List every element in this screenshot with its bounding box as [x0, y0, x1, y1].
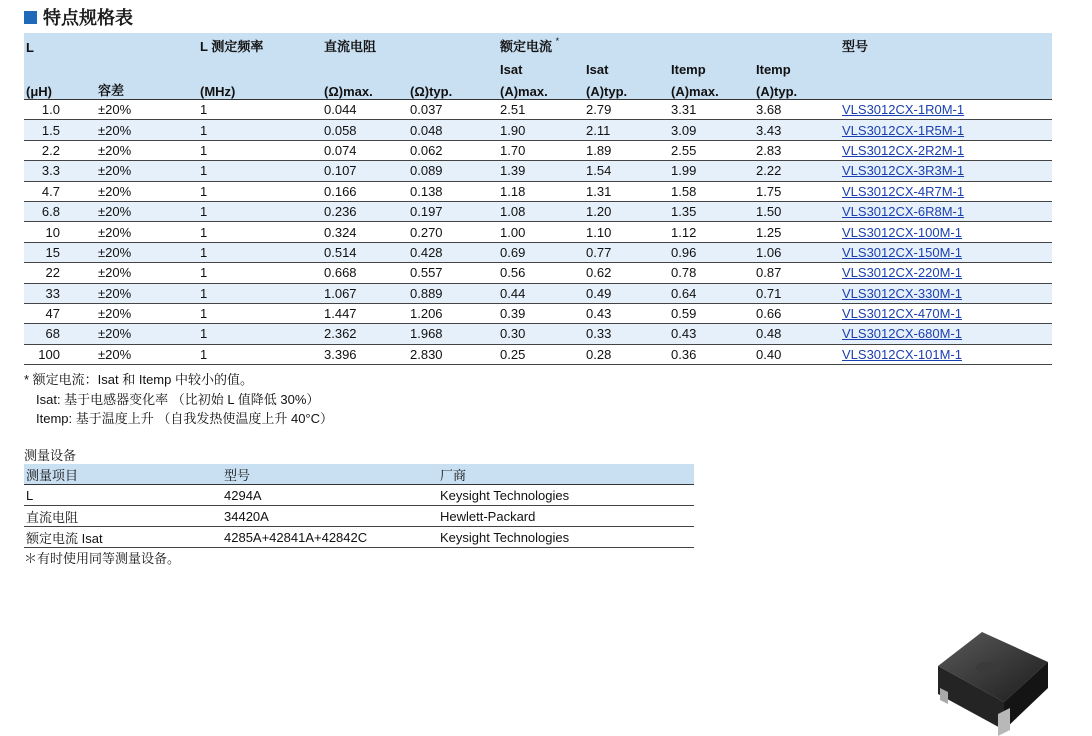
header-isat-max: (A)max.: [498, 77, 584, 100]
cell-frequency: 1: [198, 344, 322, 364]
header-unit-mhz: (MHz): [198, 77, 322, 100]
cell-tolerance: ±20%: [96, 201, 198, 221]
cell-isat-typ: 1.10: [584, 222, 669, 242]
equip-cell-item: 额定电流 Isat: [24, 527, 222, 548]
cell-itemp-typ: 1.25: [754, 222, 840, 242]
cell-dcr-typ: 1.206: [408, 303, 498, 323]
model-link[interactable]: VLS3012CX-470M-1: [842, 306, 962, 322]
cell-isat-typ: 1.89: [584, 140, 669, 160]
cell-itemp-max: 3.09: [669, 120, 754, 140]
spec-notes: [24, 370, 333, 429]
cell-itemp-max: 0.43: [669, 324, 754, 344]
cell-isat-typ: 1.54: [584, 161, 669, 181]
header-itemp-2: Itemp: [754, 55, 840, 77]
cell-isat-max: 0.44: [498, 283, 584, 303]
table-row: [24, 283, 1052, 303]
cell-frequency: 1: [198, 161, 322, 181]
cell-frequency: 1: [198, 201, 322, 221]
cell-isat-typ: 0.28: [584, 344, 669, 364]
header-dcr: 直流电阻: [322, 33, 408, 55]
cell-frequency: 1: [198, 324, 322, 344]
cell-tolerance: ±20%: [96, 324, 198, 344]
cell-dcr-max: 2.362: [322, 324, 408, 344]
cell-isat-typ: 0.49: [584, 283, 669, 303]
cell-dcr-typ: 0.062: [408, 140, 498, 160]
cell-inductance: 1.5: [24, 120, 96, 140]
cell-model: [840, 283, 1052, 303]
cell-inductance: 1.0: [24, 100, 96, 120]
header-isat-2: Isat: [584, 55, 669, 77]
header-unit-uh: (μH): [24, 77, 96, 100]
cell-model: [840, 222, 1052, 242]
header-itemp-typ: (A)typ.: [754, 77, 840, 100]
model-link[interactable]: VLS3012CX-220M-1: [842, 265, 962, 281]
cell-itemp-typ: 0.87: [754, 263, 840, 283]
table-row: [24, 324, 1052, 344]
table-row: [24, 161, 1052, 181]
cell-isat-max: 0.56: [498, 263, 584, 283]
cell-inductance: 15: [24, 242, 96, 262]
header-isat-typ: (A)typ.: [584, 77, 669, 100]
header-itemp-max: (A)max.: [669, 77, 754, 100]
table-row: [24, 303, 1052, 323]
cell-frequency: 1: [198, 242, 322, 262]
table-row: [24, 120, 1052, 140]
cell-dcr-typ: 0.889: [408, 283, 498, 303]
cell-dcr-max: 3.396: [322, 344, 408, 364]
cell-dcr-typ: 2.830: [408, 344, 498, 364]
equip-cell-model: 34420A: [222, 506, 438, 527]
cell-itemp-max: 1.58: [669, 181, 754, 201]
cell-dcr-typ: 0.089: [408, 161, 498, 181]
equip-cell-maker: Keysight Technologies: [438, 485, 694, 506]
cell-model: [840, 161, 1052, 181]
cell-isat-max: 0.69: [498, 242, 584, 262]
cell-frequency: 1: [198, 100, 322, 120]
cell-itemp-typ: 0.40: [754, 344, 840, 364]
cell-tolerance: ±20%: [96, 222, 198, 242]
header-isat-1: Isat: [498, 55, 584, 77]
cell-itemp-typ: 2.22: [754, 161, 840, 181]
model-link[interactable]: VLS3012CX-2R2M-1: [842, 142, 965, 158]
page-title: [24, 4, 133, 30]
cell-itemp-max: 0.59: [669, 303, 754, 323]
cell-isat-typ: 0.77: [584, 242, 669, 262]
model-link[interactable]: VLS3012CX-3R3M-1: [842, 163, 965, 179]
cell-model: [840, 324, 1052, 344]
cell-isat-typ: 0.62: [584, 263, 669, 283]
cell-dcr-max: 0.236: [322, 201, 408, 221]
title-square-icon: [24, 11, 37, 24]
table-row: [24, 201, 1052, 221]
header-rated: 额定电流 *: [498, 33, 584, 55]
equipment-title: 测量设备: [24, 448, 77, 463]
table-row: [24, 140, 1052, 160]
cell-itemp-typ: 0.66: [754, 303, 840, 323]
cell-isat-typ: 1.20: [584, 201, 669, 221]
cell-frequency: 1: [198, 303, 322, 323]
cell-model: [840, 181, 1052, 201]
table-row: [24, 100, 1052, 120]
model-link[interactable]: VLS3012CX-150M-1: [842, 244, 962, 260]
cell-itemp-typ: 1.75: [754, 181, 840, 201]
cell-inductance: 22: [24, 263, 96, 283]
cell-isat-max: 2.51: [498, 100, 584, 120]
cell-dcr-max: 0.668: [322, 263, 408, 283]
inductor-component-image: [918, 626, 1058, 736]
equip-header-model: 型号: [222, 464, 438, 485]
cell-inductance: 33: [24, 283, 96, 303]
cell-dcr-typ: 1.968: [408, 324, 498, 344]
cell-isat-typ: 2.11: [584, 120, 669, 140]
cell-itemp-typ: 1.06: [754, 242, 840, 262]
header-tolerance: 容差: [96, 77, 198, 100]
cell-model: [840, 120, 1052, 140]
cell-dcr-typ: 0.270: [408, 222, 498, 242]
model-link[interactable]: VLS3012CX-330M-1: [842, 285, 962, 301]
cell-tolerance: ±20%: [96, 120, 198, 140]
cell-dcr-max: 0.324: [322, 222, 408, 242]
cell-frequency: 1: [198, 140, 322, 160]
table-row: [24, 527, 694, 548]
cell-inductance: 3.3: [24, 161, 96, 181]
table-row: [24, 263, 1052, 283]
cell-isat-max: 1.39: [498, 161, 584, 181]
cell-dcr-typ: 0.428: [408, 242, 498, 262]
cell-dcr-max: 0.107: [322, 161, 408, 181]
cell-itemp-max: 3.31: [669, 100, 754, 120]
cell-inductance: 100: [24, 344, 96, 364]
cell-isat-typ: 1.31: [584, 181, 669, 201]
cell-isat-max: 1.90: [498, 120, 584, 140]
cell-tolerance: ±20%: [96, 263, 198, 283]
cell-dcr-typ: 0.557: [408, 263, 498, 283]
cell-isat-typ: 2.79: [584, 100, 669, 120]
cell-tolerance: ±20%: [96, 161, 198, 181]
cell-itemp-typ: 0.48: [754, 324, 840, 344]
cell-model: [840, 303, 1052, 323]
header-freq: L 测定频率: [198, 33, 322, 55]
cell-tolerance: ±20%: [96, 303, 198, 323]
cell-isat-max: 0.30: [498, 324, 584, 344]
cell-inductance: 47: [24, 303, 96, 323]
cell-tolerance: ±20%: [96, 242, 198, 262]
cell-inductance: 6.8: [24, 201, 96, 221]
table-row: [24, 485, 694, 506]
cell-inductance: 10: [24, 222, 96, 242]
cell-itemp-max: 0.96: [669, 242, 754, 262]
cell-frequency: 1: [198, 222, 322, 242]
header-itemp-1: Itemp: [669, 55, 754, 77]
model-link[interactable]: VLS3012CX-1R0M-1: [842, 102, 965, 118]
note-isat: Isat: 基于电感器变化率 （比初始 L 值降低 30%）: [36, 391, 320, 407]
cell-tolerance: ±20%: [96, 181, 198, 201]
model-link[interactable]: VLS3012CX-101M-1: [842, 346, 962, 362]
table-row: [24, 242, 1052, 262]
cell-frequency: 1: [198, 181, 322, 201]
cell-isat-max: 1.18: [498, 181, 584, 201]
table-row: [24, 181, 1052, 201]
table-row: [24, 506, 694, 527]
cell-itemp-typ: 2.83: [754, 140, 840, 160]
equip-cell-model: 4294A: [222, 485, 438, 506]
model-link[interactable]: VLS3012CX-100M-1: [842, 224, 962, 240]
page-title-text: 特点规格表: [43, 8, 133, 28]
table-row: [24, 222, 1052, 242]
cell-itemp-max: 1.12: [669, 222, 754, 242]
cell-frequency: 1: [198, 120, 322, 140]
cell-dcr-max: 0.074: [322, 140, 408, 160]
cell-itemp-max: 2.55: [669, 140, 754, 160]
model-link[interactable]: VLS3012CX-6R8M-1: [842, 204, 965, 220]
cell-itemp-typ: 3.43: [754, 120, 840, 140]
cell-tolerance: ±20%: [96, 140, 198, 160]
cell-dcr-typ: 0.037: [408, 100, 498, 120]
equip-header-maker: 厂商: [438, 464, 694, 485]
cell-itemp-typ: 3.68: [754, 100, 840, 120]
cell-isat-max: 1.70: [498, 140, 584, 160]
cell-model: [840, 344, 1052, 364]
equip-header-item: 测量项目: [24, 464, 222, 485]
equipment-table: [24, 464, 694, 548]
cell-isat-typ: 0.43: [584, 303, 669, 323]
equip-cell-maker: Keysight Technologies: [438, 527, 694, 548]
spec-table: [24, 33, 1052, 365]
model-link[interactable]: VLS3012CX-4R7M-1: [842, 183, 965, 199]
equipment-note: ＊有时使用同等测量设备。: [24, 551, 181, 566]
cell-dcr-typ: 0.048: [408, 120, 498, 140]
cell-itemp-max: 1.35: [669, 201, 754, 221]
cell-dcr-typ: 0.197: [408, 201, 498, 221]
cell-frequency: 1: [198, 263, 322, 283]
cell-tolerance: ±20%: [96, 344, 198, 364]
cell-itemp-max: 0.64: [669, 283, 754, 303]
header-model: 型号: [840, 33, 1052, 55]
cell-dcr-max: 0.044: [322, 100, 408, 120]
cell-isat-typ: 0.33: [584, 324, 669, 344]
cell-dcr-max: 1.067: [322, 283, 408, 303]
cell-model: [840, 242, 1052, 262]
header-dcr-typ: (Ω)typ.: [408, 77, 498, 100]
model-link[interactable]: VLS3012CX-680M-1: [842, 326, 962, 342]
cell-isat-max: 0.25: [498, 344, 584, 364]
cell-itemp-max: 0.78: [669, 263, 754, 283]
cell-dcr-max: 0.166: [322, 181, 408, 201]
equip-cell-item: L: [24, 485, 222, 506]
cell-model: [840, 140, 1052, 160]
note-rated: * 额定电流：Isat 和 Itemp 中较小的值。: [24, 372, 253, 387]
cell-dcr-max: 1.447: [322, 303, 408, 323]
cell-inductance: 2.2: [24, 140, 96, 160]
header-dcr-max: (Ω)max.: [322, 77, 408, 100]
header-l: L: [24, 33, 96, 55]
cell-inductance: 4.7: [24, 181, 96, 201]
cell-dcr-max: 0.514: [322, 242, 408, 262]
equip-cell-maker: Hewlett-Packard: [438, 506, 694, 527]
cell-model: [840, 263, 1052, 283]
note-itemp: Itemp: 基于温度上升 （自我发热使温度上升 40°C）: [36, 411, 334, 426]
cell-tolerance: ±20%: [96, 100, 198, 120]
equip-cell-item: 直流电阻: [24, 506, 222, 527]
table-row: [24, 344, 1052, 364]
cell-itemp-max: 1.99: [669, 161, 754, 181]
cell-isat-max: 1.00: [498, 222, 584, 242]
cell-dcr-max: 0.058: [322, 120, 408, 140]
cell-dcr-typ: 0.138: [408, 181, 498, 201]
cell-isat-max: 0.39: [498, 303, 584, 323]
cell-itemp-typ: 1.50: [754, 201, 840, 221]
cell-isat-max: 1.08: [498, 201, 584, 221]
cell-itemp-typ: 0.71: [754, 283, 840, 303]
equip-cell-model: 4285A+42841A+42842C: [222, 527, 438, 548]
cell-itemp-max: 0.36: [669, 344, 754, 364]
model-link[interactable]: VLS3012CX-1R5M-1: [842, 122, 965, 138]
cell-tolerance: ±20%: [96, 283, 198, 303]
cell-model: [840, 100, 1052, 120]
cell-frequency: 1: [198, 283, 322, 303]
cell-inductance: 68: [24, 324, 96, 344]
cell-model: [840, 201, 1052, 221]
